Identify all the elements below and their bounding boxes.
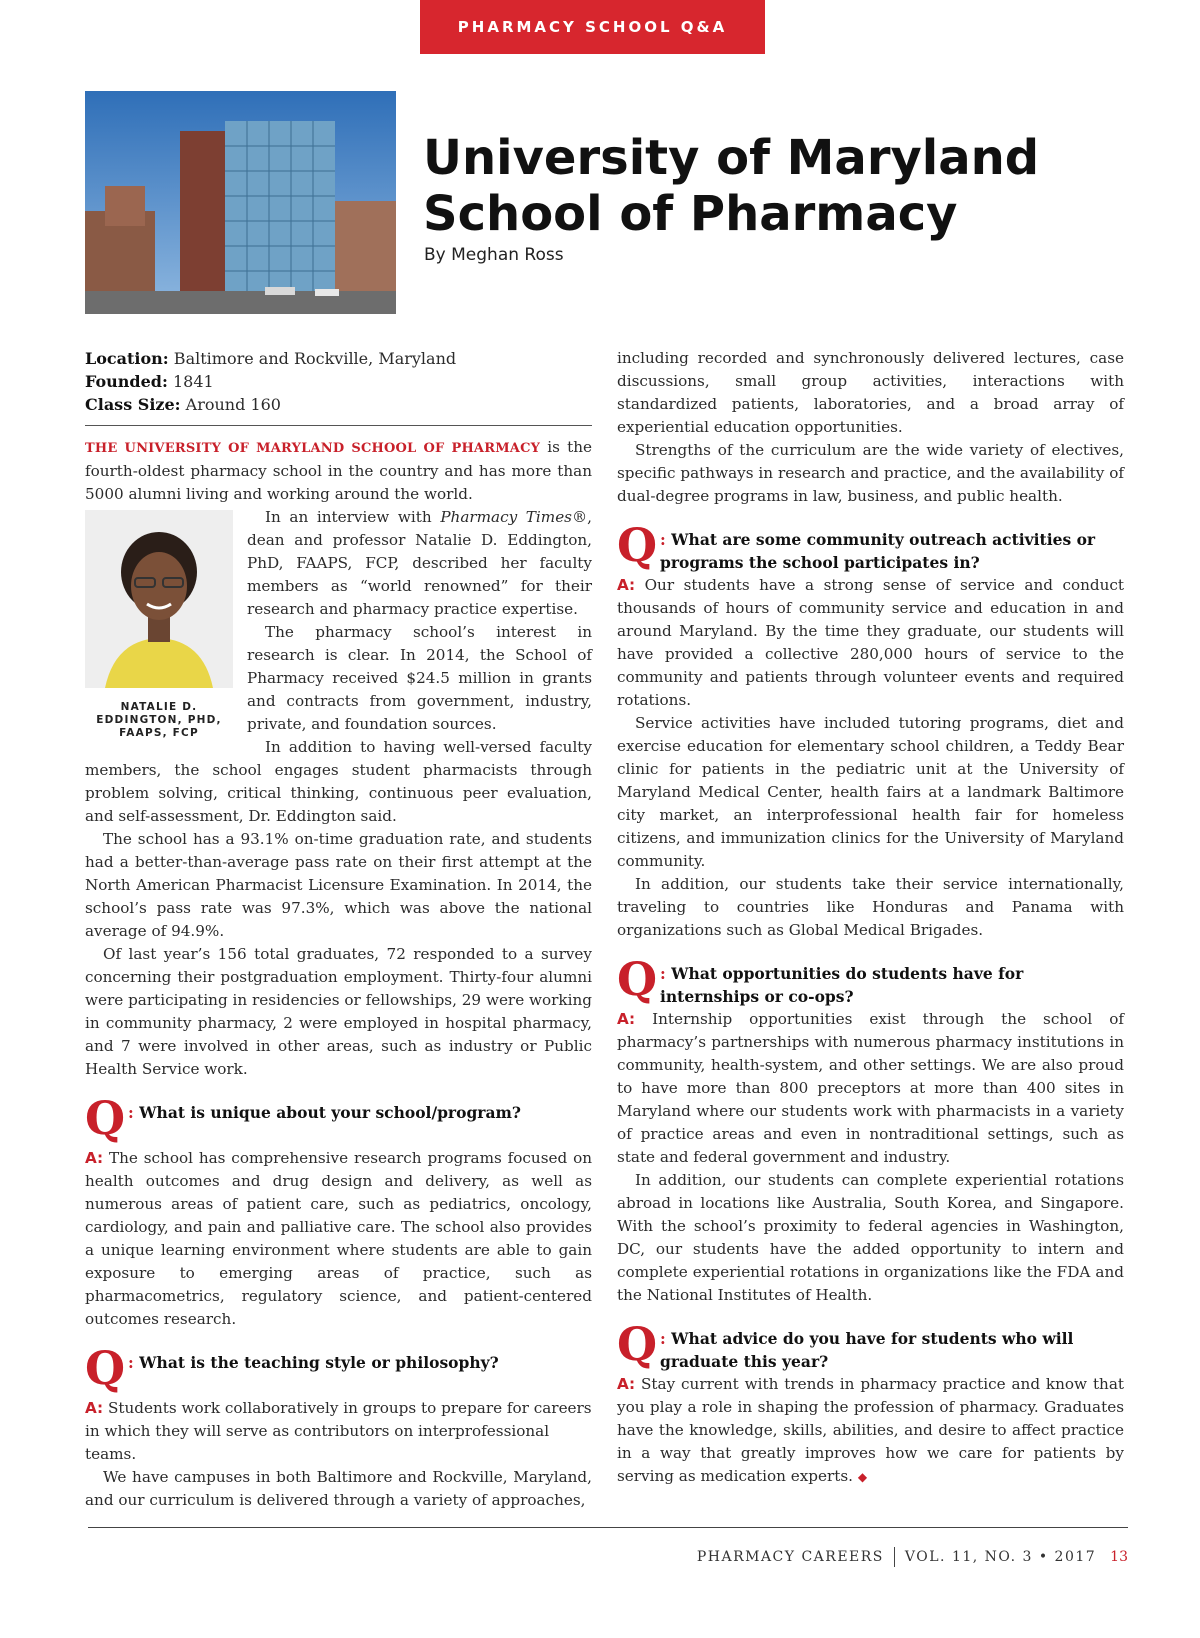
byline: By Meghan Ross [424, 245, 564, 265]
left-column [85, 347, 592, 1507]
facts-divider [85, 425, 592, 426]
answer-3: A: Our students have a strong sense of service and conduct thousands of hours of community service and education in and around Maryland. By the time they graduate, our students will have provided a collective 280,000 hours of service to the community and patients through volunteer events and required rotations. [617, 576, 1124, 709]
q-mark: Q [617, 1317, 658, 1371]
page-number: 13 [1110, 1549, 1128, 1565]
answer-2-continued: We have campuses in both Baltimore and Rockville, Maryland, and our curriculum is delivered through a variety of approaches, [85, 1468, 592, 1509]
title-line-2: School of Pharmacy [423, 186, 958, 242]
interview-paragraph: In an interview with Pharmacy Times®, dean and professor Natalie D. Eddington, PhD, FAAPS, FCP, described her faculty members as “world renowned” for their research and pharmacy practice expertise. [247, 508, 592, 618]
answer-3-international: In addition, our students take their service internationally, traveling to countries like Honduras and Panama with organizations such as Global Medical Brigades. [617, 875, 1124, 939]
answer-3-continued: Service activities have included tutoring programs, diet and exercise education for elementary school children, a Teddy Bear clinic for patients in the pediatric unit at the University of Maryland Medical Center, health fairs at a landmark Baltimore city market, an interprofessional health fair for homeless citizens, and immunization clinics for the University of Maryland community. [617, 714, 1124, 870]
strengths-paragraph: Strengths of the curriculum are the wide variety of electives, specific pathways in research and practice, and the availability of dual-degree programs in law, business, and public health. [617, 441, 1124, 505]
right-column [617, 347, 1124, 1507]
faculty-paragraph: In addition to having well-versed faculty members, the school engages student pharmacists through problem solving, critical thinking, continuous peer evaluation, and self-assessment, Dr. Eddington said. [85, 738, 592, 825]
research-paragraph: The pharmacy school’s interest in research is clear. In 2014, the School of Pharmacy received $24.5 million in grants and contracts from government, industry, private, and foundation sources. [247, 623, 592, 733]
page-footer [697, 1547, 1128, 1567]
answer-2: A: Students work collaboratively in groups to prepare for careers in which they will serve as contributors on interprofessional teams. [85, 1399, 592, 1463]
footer-separator [894, 1547, 895, 1567]
answer-5: A: Stay current with trends in pharmacy practice and know that you play a role in shaping the profession of pharmacy. Graduates have the knowledge, skills, abilities, and desire to affect practice in a way that greatly improves how we care for patients by serving as medication experts. ◆ [617, 1375, 1124, 1485]
answer-4-continued: In addition, our students can complete experiential rotations abroad in locations like Australia, South Korea, and Singapore. With the school’s proximity to federal agencies in Washington, DC, our students have the added opportunity to intern and complete experiential rotations in organizations like the FDA and the National Institutes of Health. [617, 1171, 1124, 1304]
footer-divider [88, 1527, 1128, 1528]
school-facts [85, 347, 592, 416]
curriculum-paragraph: including recorded and synchronously delivered lectures, case discussions, small group activities, interactions with standardized patients, laboratories, and a broad array of experiential education opportunities. [617, 349, 1124, 436]
photo-caption: NATALIE D. EDDINGTON, PHD, FAAPS, FCP [96, 701, 222, 739]
building-photo [85, 91, 396, 314]
answer-1: A: The school has comprehensive research programs focused on health outcomes and drug design and delivery, as well as numerous areas of patient care, such as pediatrics, oncology, cardiology, and pain and palliative care. The school also provides a unique learning environment where students are able to gain exposure to emerging areas of practice, such as pharmacometrics, regulatory science, and patient-centered outcomes research. [85, 1149, 592, 1328]
q-mark: Q [617, 952, 658, 1006]
fact-founded: Founded: 1841 [85, 372, 214, 391]
dean-photo-block [85, 510, 233, 740]
fact-class-size: Class Size: Around 160 [85, 395, 281, 414]
question-2: Q : What is the teaching style or philosophy? [85, 1341, 499, 1395]
answer-4: A: Internship opportunities exist through the school of pharmacy’s partnerships with numerous pharmacy institutions in community, health-system, and other settings. We are also proud to have more than 800 preceptors at more than 400 sites in Maryland where our students work with pharmacists in a variety of practice areas and even in nontraditional settings, such as state and federal government and industry. [617, 1010, 1124, 1166]
employment-paragraph: Of last year’s 156 total graduates, 72 responded to a survey concerning their postgraduation employment. Thirty-four alumni were participating in residencies or fellowships, 29 were working in community pharmacy, 2 were employed in hospital pharmacy, and 7 were involved in other areas, such as industry or Public Health Service work. [85, 945, 592, 1078]
question-4: Q : What opportunities do students have for internships or co-ops? [617, 952, 1024, 1006]
q-mark: Q [617, 518, 658, 572]
q-mark: Q [85, 1091, 126, 1145]
building-illustration [85, 91, 396, 314]
section-banner: PHARMACY SCHOOL Q&A [420, 0, 765, 54]
intro-lead: THE UNIVERSITY OF MARYLAND SCHOOL OF PHARMACY [85, 441, 541, 456]
dean-portrait [85, 510, 233, 688]
q-mark: Q [85, 1341, 126, 1395]
question-3: Q : What are some community outreach activities or programs the school participates in? [617, 518, 1096, 572]
question-1: Q : What is unique about your school/program? [85, 1091, 521, 1145]
end-diamond-icon: ◆ [857, 1470, 868, 1484]
graduation-paragraph: The school has a 93.1% on-time graduation rate, and students had a better-than-average pass rate on their first attempt at the North American Pharmacist Licensure Examination. In 2014, the school’s pass rate was 97.3%, which was above the national average of 94.9%. [85, 830, 592, 940]
footer-publication: PHARMACY CAREERS [696, 1549, 884, 1565]
question-5: Q : What advice do you have for students who will graduate this year? [617, 1317, 1074, 1371]
intro-paragraph: THE UNIVERSITY OF MARYLAND SCHOOL OF PHARMACY is the fourth-oldest pharmacy school in the country and has more than 5000 alumni living and working around the world. [85, 438, 592, 503]
fact-location: Location: Baltimore and Rockville, Maryland [85, 349, 457, 368]
article-title [423, 130, 1143, 242]
footer-issue: VOL. 11, NO. 3 • 2017 [904, 1549, 1097, 1565]
title-line-1: University of Maryland [423, 130, 1040, 186]
